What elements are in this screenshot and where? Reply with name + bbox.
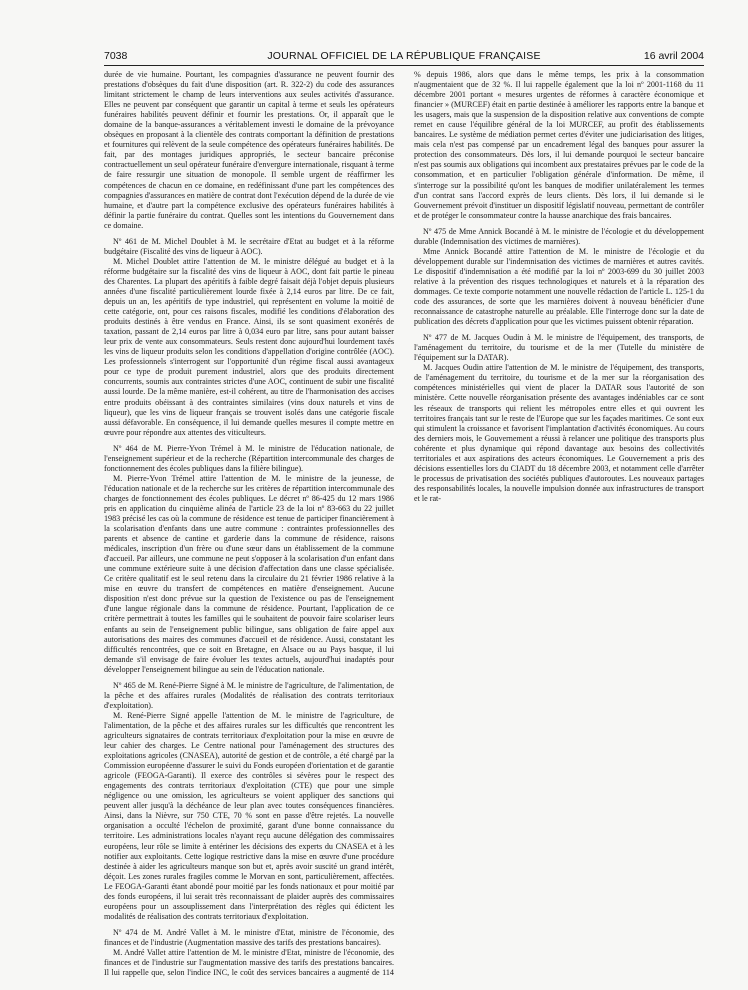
- page-number: 7038: [104, 50, 128, 62]
- journal-title: JOURNAL OFFICIEL DE LA RÉPUBLIQUE FRANÇAISE: [267, 50, 541, 62]
- issue-date: 16 avril 2004: [643, 50, 704, 62]
- question-heading-465: Nº 465 de M. René-Pierre Signé à M. le ministre de l'agriculture, de l'alimentation, de la pêche et des affaires rurales (Modalités de réalisation des contrats territoriaux d'exploitation).: [104, 680, 394, 710]
- question-body-465: M. René-Pierre Signé appelle l'attention de M. le ministre de l'agriculture, de l'alimentation, de la pêche et des affaires rurales sur les difficultés que rencontrent les agriculteurs signataires de contrats territoriaux d'exploitation pour la mise en œuvre de leur cahier des charges. Le Centre national pour l'aménagement des structures des exploitations agricoles (CNASEA), autorité de gestion et de contrôle, a été chargé par la Commission européenne d'assurer le suivi du Fonds européen d'orientation et de garantie agricole (FEOGA-Garanti). Il exerce des contrôles si sévères pour le respect des engagements des contrats territoriaux d'exploitation (CTE) que pour une simple négligence ou une omission, les agriculteurs se voient appliquer des sanctions qui peuvent aller jusqu'à la déchéance de leur plan avec toutes conséquences financières. Ainsi, dans la Nièvre, sur 750 CTE, 70 % sont en passe d'être rejetés. La nouvelle organisation a occulté l'échelon de proximité, garant d'une bonne connaissance du territoire. Les administrations locales n'ayant reçu aucune délégation des commissaires européens, leur rôle se limite à entériner les décisions des experts du CNASEA et à les notifier aux exploitants. Cette logique restrictive dans la mise en œuvre d'une procédure destinée à aider les agriculteurs manque son but et, après avoir suscité un grand intérêt, déçoit. Les zones rurales fragiles comme le Morvan en sont, particulièrement, affectées. Le FEOGA-Garanti étant abondé pour moitié par les fonds nationaux et pour moitié par des fonds européens, il lui serait très reconnaissant de plaider auprès des commissaires européens pour un assouplissement dans l'interprétation des règles qui édictent les modalités de réalisation des contrats territoriaux d'exploitation.: [104, 710, 394, 921]
- header-rule: [104, 65, 704, 66]
- question-heading-477: Nº 477 de M. Jacques Oudin à M. le ministre de l'équipement, des transports, de l'aménagement du territoire, du tourisme et de la mer (Tutelle du ministère de l'équipement sur la DATAR).: [414, 333, 704, 363]
- page-header: [104, 50, 704, 64]
- question-body-461: M. Michel Doublet attire l'attention de M. le ministre délégué au budget et à la réforme budgétaire sur la fiscalité des vins de liqueur à AOC, dont fait partie le pineau des Charentes. La plupart des apéritifs à faible degré faisait déjà l'objet depuis plusieurs années d'une fiscalité particulièrement lourde fixée à 2,14 euros par litre. De ce fait, depuis un an, les apéritifs de type industriel, qui représentent en volume la moitié de cette catégorie, ont, pour ces raisons fiscales, modifié les conditions d'élaboration des produits destinés à être vendus en France. Ainsi, ils se sont quasiment exonérés de taxation, passant de 2,14 euros par litre à 0,034 euro par litre, sans pour autant baisser leur prix de vente aux consommateurs. Seuls restent donc aujourd'hui lourdement taxés les vins de liqueur produits selon les conditions d'appellation d'origine contrôlée (AOC). Les professionnels s'interrogent sur l'opportunité d'un régime fiscal aussi avantageux pour ce type de produit purement industriel, alors que des produits directement concurrents, soumis aux contraintes strictes d'une AOC, continuent de subir une fiscalité aussi lourde. De la même manière, est-il cohérent, au titre de l'harmonisation des accises entre produits obéissant à des contraintes similaires (vins doux naturels et vins de liqueur), que les vins de liqueur français se trouvent isolés dans une catégorie fiscale aussi défavorable. En conséquence, il lui demande quelles mesures il compte mettre en œuvre pour répondre aux attentes des viticulteurs.: [104, 256, 394, 437]
- question-body-464: M. Pierre-Yvon Trémel attire l'attention de M. le ministre de la jeunesse, de l'éducation nationale et de la recherche sur les critères de répartition intercommunale des charges de fonctionnement des écoles publiques. Le décret nº 86-425 du 12 mars 1986 pris en application du cinquième alinéa de l'article 23 de la loi nº 83-663 du 22 juillet 1983 précisé les cas où la commune de résidence est tenue de participer financièrement à la scolarisation d'enfants dans une autre commune : contraintes professionnelles des parents et absence de cantine et garderie dans la commune de résidence, raisons médicales, inscription d'un frère ou d'une sœur dans un établissement de la commune d'accueil. Par ailleurs, une commune ne peut s'opposer à la scolarisation d'un enfant dans une commune extérieure suite à une décision d'affectation dans une classe spécialisée. Ce critère qualitatif est le seul retenu dans la circulaire du 21 février 1986 relative à la mise en œuvre du transfert de compétences en matière d'enseignement. Aucune disposition n'est donc prévue sur la question de l'existence ou pas de l'enseignement d'une langue régionale dans la commune de résidence. Pourtant, l'application de ce critère permettrait à toutes les familles qui le souhaitent de pouvoir faire scolariser leurs enfants au sein de l'enseignement public bilingue, sans obligation de faire appel aux autorisations des maires des communes d'accueil et de résidence. Aussi, constatant les difficultés rencontrées, que ce soit en Bretagne, en Alsace ou au Pays basque, il lui demande s'il envisage de faire évoluer les textes actuels, aujourd'hui inadaptés pour développer l'enseignement bilingue au sein de l'éducation nationale.: [104, 473, 394, 674]
- question-heading-474: Nº 474 de M. André Vallet à M. le ministre d'Etat, ministre de l'économie, des finances et de l'industrie (Augmentation massive des tarifs des prestations bancaires).: [104, 927, 394, 947]
- question-heading-464: Nº 464 de M. Pierre-Yvon Trémel à M. le ministre de l'éducation nationale, de l'enseignement supérieur et de la recherche (Répartition intercommunale des charges de fonctionnement des écoles publiques dans la filière bilingue).: [104, 443, 394, 473]
- paragraph-continuation: durée de vie humaine. Pourtant, les compagnies d'assurance ne peuvent fournir des prestations d'obsèques du fait d'une disposition (art. R. 322-2) du code des assurances limitant strictement le champ de leurs interventions aux seules activités d'assurance. Elles ne peuvent par conséquent que garantir un capital à terme et seuls les opérateurs funéraires habilités peuvent définir et fournir les prestations. Or, il apparaît que le domaine de la banque-assurances a véritablement investi le domaine de la prévoyance obsèques en proposant à la clientèle des contrats comportant la définition de prestations et fournitures qui relèvent de la seule compétence des opérateurs funéraires habilités. De fait, par des montages juridiques appropriés, le secteur bancaire préconise contractuellement un seul opérateur funéraire d'envergure internationale, risquant à terme de faire ressurgir une situation de monopole. Il semble urgent de réaffirmer les compétences de chacun en ce domaine, en redéfinissant d'une part les compétences des compagnies d'assurances en matière de contrat dont l'exécution dépend de la durée de vie humaine, et d'autre part la compétence exclusive des opérateurs funéraires habilités à définir la partie funéraire du contrat. Quelles sont les intentions du Gouvernement dans ce domaine.: [104, 70, 394, 230]
- question-body-475: Mme Annick Bocandé attire l'attention de M. le ministre de l'écologie et du développement durable sur l'indemnisation des victimes de marnières et autres cavités. Le dispositif d'indemnisation a été modifié par la loi nº 2003-699 du 30 juillet 2003 relative à la prévention des risques technologiques et naturels et à la réparation des dommages. Ce texte comporte notamment une nouvelle rédaction de l'article L. 125-1 du code des assurances, de sorte que les marnières doivent à nouveau bénéficier d'une reconnaissance de catastrophe naturelle au préalable. Elle l'interroge donc sur la date de publication des décrets d'application pour que les victimes puissent obtenir réparation.: [414, 246, 704, 327]
- question-heading-475: Nº 475 de Mme Annick Bocandé à M. le ministre de l'écologie et du développement durable (Indemnisation des victimes de marnières).: [414, 226, 704, 246]
- question-body-477: M. Jacques Oudin attire l'attention de M. le ministre de l'équipement, des transports, de l'aménagement du territoire, du tourisme et de la mer sur la réorganisation des compétences ministérielles qui vient de placer la DATAR sous l'autorité de son ministère. Cette nouvelle réorganisation présente des avantages indéniables car ce sont les réseaux de transports qui relient les métropoles entre elles et qui ouvrent les territoires français tant sur le reste de l'Europe que sur les façades maritimes. Ce sont eux qui stimulent la croissance et favorisent l'implantation d'activités économiques. Au cours des derniers mois, le Gouvernement a réussi à relancer une politique des transports plus cohérente et plus dynamique qui répond davantage aux besoins des collectivités territoriales et aux aspirations des acteurs économiques. Le Gouvernement a pris des décisions essentielles lors du CIADT du 18 décembre 2003, et notamment celle d'arrêter le processus de privatisation des sociétés publiques d'autoroutes. Les nouveaux partages des responsabilités locales, la nouvelle impulsion donnée aux infrastructures de transport et le rat-: [414, 363, 704, 503]
- article-columns: [104, 70, 704, 982]
- question-heading-461: Nº 461 de M. Michel Doublet à M. le secrétaire d'Etat au budget et à la réforme budgétaire (Fiscalité des vins de liqueur à AOC).: [104, 236, 394, 256]
- question-body-474: M. André Vallet attire l'attention de M. le ministre d'Etat, ministre de l'économie, des finances et de l'industrie sur l'augmentation massive des tarifs des prestations bancaires. Il lui rappelle que, selon l'indice INC, le coût des services bancaires a augmenté de 114 % depuis 1986, alors que dans le même temps, les prix à la consommation n'augmentaient que de 32 %. Il lui rappelle également que la loi nº 2001-1168 du 11 décembre 2001 portant « mesures urgentes de réformes à caractère économique et financier » (MURCEF) était en partie destinée à améliorer les rapports entre la banque et les usagers, mais que la suspension de la disposition relative aux conventions de compte remet en cause l'équilibre général de la loi MURCEF, au profit des établissements bancaires. Le système de médiation permet certes d'éviter une judiciarisation des litiges, mais cela n'est pas compensé par un encadrement légal des banques pour assurer la protection des consommateurs. Dès lors, il lui demande pourquoi le secteur bancaire n'est pas soumis aux obligations qui incombent aux prestataires prévues par le code de la consommation, et en particulier l'obligation générale d'information. De même, il s'interroge sur la possibilité qu'ont les banques de modifier unilatéralement les termes d'un contrat sans l'accord exprès de leurs clients. Dès lors, il lui demande si le Gouvernement prévoit d'instituer un dispositif législatif nouveau, permettant de contrôler et de protéger le consommateur contre la hausse anarchique des frais bancaires.: [104, 70, 704, 978]
